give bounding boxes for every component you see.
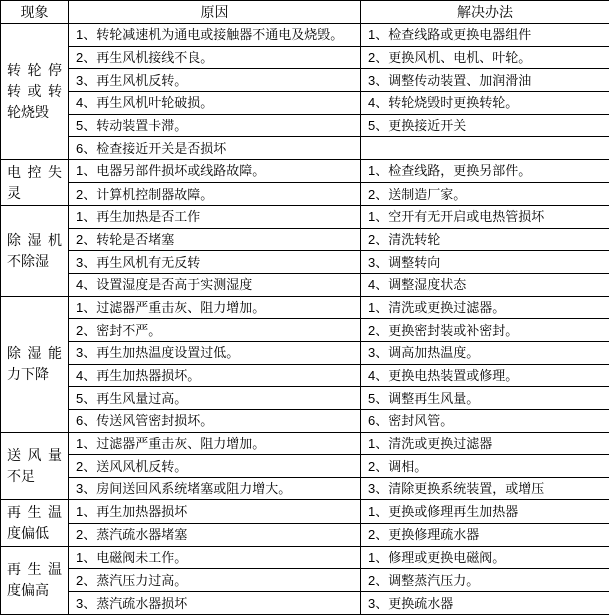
table-row bbox=[1, 183, 609, 206]
cause-cell: 3、房间送回风系统堵塞或阻力增大。 bbox=[69, 477, 361, 500]
cause-cell: 1、转轮减速机为通电或接触器不通电及烧毁。 bbox=[69, 24, 361, 47]
table-row bbox=[1, 409, 609, 432]
solution-cell: 4、更换电热装置或修理。 bbox=[361, 364, 609, 387]
table-row bbox=[1, 24, 609, 47]
table-row bbox=[1, 569, 609, 592]
table-body bbox=[1, 24, 609, 615]
solution-cell: 4、调整湿度状态 bbox=[361, 274, 609, 297]
table-row bbox=[1, 274, 609, 297]
table-row bbox=[1, 46, 609, 69]
solution-cell: 3、更换疏水器 bbox=[361, 592, 609, 615]
cause-cell: 4、再生风机叶轮破损。 bbox=[69, 91, 361, 114]
table-row bbox=[1, 91, 609, 114]
solution-cell: 5、更换接近开关 bbox=[361, 114, 609, 137]
solution-cell: 2、送制造厂家。 bbox=[361, 183, 609, 206]
cause-cell: 1、电器另部件损坏或线路故障。 bbox=[69, 159, 361, 182]
cause-cell: 5、转动装置卡滞。 bbox=[69, 114, 361, 137]
table-row bbox=[1, 137, 609, 160]
cause-cell: 6、检查接近开关是否损坏 bbox=[69, 137, 361, 160]
solution-cell: 2、调相。 bbox=[361, 455, 609, 478]
cause-cell: 6、传送风管密封损坏。 bbox=[69, 409, 361, 432]
phenomenon-cell: 送风量不足 bbox=[1, 432, 69, 500]
col-header-phenomenon: 现象 bbox=[1, 1, 69, 24]
phenomenon-cell: 再生温度偏低 bbox=[1, 500, 69, 546]
cause-cell: 2、蒸汽压力过高。 bbox=[69, 569, 361, 592]
solution-cell: 1、清洗或更换过滤器 bbox=[361, 432, 609, 455]
table-row bbox=[1, 228, 609, 251]
phenomenon-cell: 除湿机不除湿 bbox=[1, 206, 69, 297]
col-header-solution: 解决办法 bbox=[361, 1, 609, 24]
solution-cell: 1、空开有无开启或电热管损坏 bbox=[361, 206, 609, 229]
cause-cell: 2、转轮是否堵塞 bbox=[69, 228, 361, 251]
solution-cell: 2、更换密封装或补密封。 bbox=[361, 319, 609, 342]
solution-cell: 2、清洗转轮 bbox=[361, 228, 609, 251]
col-header-cause: 原因 bbox=[69, 1, 361, 24]
solution-cell: 1、检查线路，更换另部件。 bbox=[361, 159, 609, 182]
table-row bbox=[1, 251, 609, 274]
table-row bbox=[1, 500, 609, 523]
phenomenon-cell: 转轮停转或转轮烧毁 bbox=[1, 24, 69, 160]
cause-cell: 1、电磁阀未工作。 bbox=[69, 546, 361, 569]
solution-cell bbox=[361, 137, 609, 160]
cause-cell: 4、设置湿度是否高于实测湿度 bbox=[69, 274, 361, 297]
cause-cell: 3、再生风机有无反转 bbox=[69, 251, 361, 274]
table-row bbox=[1, 523, 609, 546]
table-row bbox=[1, 477, 609, 500]
phenomenon-cell: 再生温度偏高 bbox=[1, 546, 69, 614]
table-row bbox=[1, 364, 609, 387]
cause-cell: 2、再生风机接线不良。 bbox=[69, 46, 361, 69]
header-row bbox=[1, 1, 609, 24]
solution-cell: 3、调整转向 bbox=[361, 251, 609, 274]
table-row bbox=[1, 206, 609, 229]
solution-cell: 3、调高加热温度。 bbox=[361, 342, 609, 365]
cause-cell: 1、再生加热是否工作 bbox=[69, 206, 361, 229]
solution-cell: 6、密封风管。 bbox=[361, 409, 609, 432]
table-row bbox=[1, 455, 609, 478]
cause-cell: 3、再生风机反转。 bbox=[69, 69, 361, 92]
table-row bbox=[1, 319, 609, 342]
cause-cell: 1、过滤器严重击灰、阻力增加。 bbox=[69, 432, 361, 455]
cause-cell: 2、蒸汽疏水器堵塞 bbox=[69, 523, 361, 546]
cause-cell: 5、再生风量过高。 bbox=[69, 387, 361, 410]
cause-cell: 3、蒸汽疏水器损坏 bbox=[69, 592, 361, 615]
solution-cell: 1、更换或修理再生加热器 bbox=[361, 500, 609, 523]
solution-cell: 3、清除更换系统装置，或增压 bbox=[361, 477, 609, 500]
solution-cell: 2、调整蒸汽压力。 bbox=[361, 569, 609, 592]
table-row bbox=[1, 114, 609, 137]
table-row bbox=[1, 69, 609, 92]
solution-cell: 1、清洗或更换过滤器。 bbox=[361, 296, 609, 319]
solution-cell: 2、更换修理疏水器 bbox=[361, 523, 609, 546]
solution-cell: 2、更换风机、电机、叶轮。 bbox=[361, 46, 609, 69]
phenomenon-cell: 电控失灵 bbox=[1, 159, 69, 205]
solution-cell: 1、检查线路或更换电器组件 bbox=[361, 24, 609, 47]
cause-cell: 1、再生加热器损坏 bbox=[69, 500, 361, 523]
cause-cell: 4、再生加热器损坏。 bbox=[69, 364, 361, 387]
table-row bbox=[1, 432, 609, 455]
table-row bbox=[1, 546, 609, 569]
cause-cell: 1、过滤器严重击灰、阻力增加。 bbox=[69, 296, 361, 319]
table-row bbox=[1, 159, 609, 182]
solution-cell: 4、转轮烧毁时更换转轮。 bbox=[361, 91, 609, 114]
solution-cell: 1、修理或更换电磁阀。 bbox=[361, 546, 609, 569]
cause-cell: 3、再生加热温度设置过低。 bbox=[69, 342, 361, 365]
table-row bbox=[1, 592, 609, 615]
solution-cell: 3、调整传动装置、加润滑油 bbox=[361, 69, 609, 92]
cause-cell: 2、计算机控制器故障。 bbox=[69, 183, 361, 206]
cause-cell: 2、密封不严。 bbox=[69, 319, 361, 342]
cause-cell: 2、送风风机反转。 bbox=[69, 455, 361, 478]
solution-cell: 5、调整再生风量。 bbox=[361, 387, 609, 410]
phenomenon-cell: 除湿能力下降 bbox=[1, 296, 69, 432]
table-row bbox=[1, 342, 609, 365]
table-row bbox=[1, 296, 609, 319]
table-row bbox=[1, 387, 609, 410]
